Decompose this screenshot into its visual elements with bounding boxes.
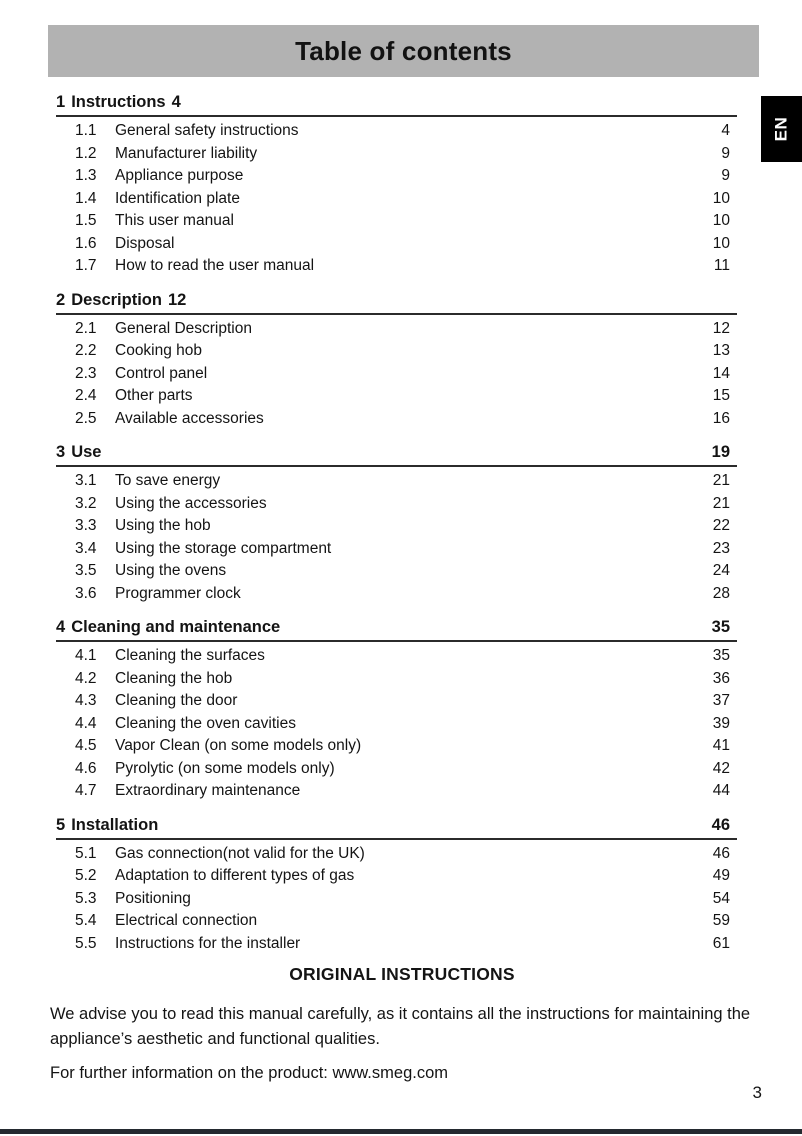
item-number: 5.1 — [75, 844, 97, 862]
toc-item[interactable] — [56, 120, 737, 143]
item-number: 3.4 — [75, 539, 97, 557]
item-number: 4.3 — [75, 692, 97, 709]
item-number: 4.5 — [75, 737, 97, 754]
section-items — [56, 840, 737, 956]
item-page-number: 54 — [712, 889, 730, 907]
section-title: Installation — [71, 815, 159, 834]
section-title: Cleaning and maintenance — [71, 618, 281, 636]
more-info-line: For further information on the product: www.smeg.com — [50, 1064, 448, 1082]
section-number: 2 — [56, 290, 66, 309]
item-page-number: 24 — [712, 562, 730, 579]
item-number: 1.2 — [75, 144, 97, 162]
item-number: 2.4 — [75, 387, 97, 404]
bottom-bar — [0, 1129, 802, 1134]
item-title: Cleaning the door — [115, 692, 238, 709]
toc-item[interactable] — [56, 408, 737, 431]
item-title: Cleaning the surfaces — [115, 647, 265, 664]
original-instructions-heading: ORIGINAL INSTRUCTIONS — [289, 964, 515, 984]
item-number: 1.1 — [75, 122, 97, 139]
item-title: Available accessories — [115, 409, 264, 427]
item-page-number: 9 — [721, 167, 730, 184]
item-number: 2.1 — [75, 319, 97, 337]
item-number: 3.1 — [75, 472, 97, 489]
item-title: Cooking hob — [115, 342, 203, 359]
section-number: 5 — [56, 815, 66, 834]
item-page-number: 46 — [712, 844, 730, 862]
item-page-number: 10 — [712, 234, 730, 252]
item-page-number: 16 — [712, 409, 730, 427]
section-heading[interactable] — [56, 92, 737, 117]
item-title: Positioning — [115, 889, 191, 907]
section-page-number: 35 — [711, 618, 730, 636]
item-number: 5.4 — [75, 912, 97, 929]
section-items — [56, 315, 737, 431]
item-title: Using the accessories — [115, 494, 267, 512]
toc-item[interactable] — [56, 493, 737, 516]
item-page-number: 23 — [712, 539, 730, 557]
item-number: 3.6 — [75, 584, 97, 602]
item-page-number: 12 — [712, 319, 730, 337]
item-number: 2.2 — [75, 342, 97, 359]
toc-item[interactable] — [56, 210, 737, 233]
item-title: Pyrolytic (on some models only) — [115, 759, 335, 777]
toc-item[interactable] — [56, 188, 737, 211]
item-title: This user manual — [115, 212, 234, 229]
item-number: 5.3 — [75, 889, 97, 907]
section-page-number: 46 — [711, 815, 730, 834]
item-number: 3.5 — [75, 562, 97, 579]
item-title: How to read the user manual — [115, 257, 315, 274]
item-title: Manufacturer liability — [115, 144, 258, 162]
toc-item[interactable] — [56, 690, 737, 713]
toc-item[interactable] — [56, 668, 737, 691]
item-number: 4.7 — [75, 782, 97, 799]
item-page-number: 49 — [712, 867, 730, 884]
item-page-number: 28 — [712, 584, 730, 602]
item-page-number: 22 — [712, 517, 730, 534]
item-number: 4.2 — [75, 669, 97, 687]
item-page-number: 10 — [712, 212, 730, 229]
language-tab — [761, 96, 802, 162]
section-items — [56, 642, 737, 803]
item-title: Identification plate — [115, 189, 240, 207]
toc-item[interactable] — [56, 143, 737, 166]
item-page-number: 42 — [712, 759, 730, 777]
toc-item[interactable] — [56, 165, 737, 188]
item-number: 1.5 — [75, 212, 97, 229]
table-of-contents-header — [48, 25, 759, 77]
item-page-number: 11 — [713, 257, 730, 274]
toc-item[interactable] — [56, 560, 737, 583]
toc-item[interactable] — [56, 843, 737, 866]
toc-item[interactable] — [56, 515, 737, 538]
advice-paragraph: We advise you to read this manual carefully, as it contains all the instructions for maintaining the appliance’s aesthetic and functional qualities. — [50, 1005, 751, 1048]
toc-list — [56, 92, 737, 955]
page-title: Table of contents — [295, 35, 512, 66]
item-page-number: 37 — [712, 692, 730, 709]
item-page-number: 10 — [712, 189, 730, 207]
item-page-number: 13 — [712, 342, 730, 359]
toc-item[interactable] — [56, 645, 737, 668]
item-title: Cleaning the oven cavities — [115, 714, 296, 732]
toc-item[interactable] — [56, 385, 737, 408]
toc-section — [56, 442, 737, 605]
item-title: Cleaning the hob — [115, 669, 233, 687]
toc-item[interactable] — [56, 888, 737, 911]
item-number: 3.3 — [75, 517, 97, 534]
item-number: 1.6 — [75, 234, 97, 252]
item-title: Control panel — [115, 364, 208, 382]
item-title: Extraordinary maintenance — [115, 782, 301, 799]
item-title: Adaptation to different types of gas — [115, 867, 355, 884]
toc-item[interactable] — [56, 233, 737, 256]
toc-section — [56, 815, 737, 956]
section-items — [56, 117, 737, 278]
item-number: 4.1 — [75, 647, 97, 664]
footer-block — [50, 964, 754, 1086]
toc-item[interactable] — [56, 255, 737, 278]
item-page-number: 21 — [712, 472, 730, 489]
toc-item[interactable] — [56, 363, 737, 386]
item-title: General safety instructions — [115, 122, 299, 139]
section-title: Instructions — [71, 93, 166, 111]
toc-item[interactable] — [56, 910, 737, 933]
item-number: 1.7 — [75, 257, 97, 274]
toc-item[interactable] — [56, 933, 737, 956]
toc-item[interactable] — [56, 340, 737, 363]
section-title: Use — [71, 443, 102, 461]
item-title: Vapor Clean (on some models only) — [115, 737, 362, 754]
toc-section — [56, 92, 737, 278]
section-items — [56, 467, 737, 605]
toc-item[interactable] — [56, 780, 737, 803]
item-title: Disposal — [115, 234, 175, 252]
section-page-number: 19 — [711, 443, 730, 461]
section-number: 4 — [56, 618, 66, 636]
toc-item[interactable] — [56, 865, 737, 888]
item-page-number: 39 — [712, 714, 730, 732]
item-number: 5.2 — [75, 867, 97, 884]
toc-section — [56, 290, 737, 431]
page-number: 3 — [752, 1083, 762, 1102]
item-page-number: 59 — [712, 912, 730, 929]
language-tab-label: EN — [771, 116, 791, 142]
item-number: 3.2 — [75, 494, 97, 512]
section-heading[interactable] — [56, 617, 737, 642]
section-page-number: 12 — [167, 290, 187, 309]
item-title: Using the storage compartment — [115, 539, 332, 557]
item-page-number: 36 — [712, 669, 730, 687]
item-number: 4.4 — [75, 714, 97, 732]
item-title: Using the ovens — [115, 562, 227, 579]
toc-item[interactable] — [56, 735, 737, 758]
item-title: Instructions for the installer — [115, 934, 301, 952]
section-number: 1 — [56, 93, 66, 111]
item-title: Other parts — [115, 387, 193, 404]
item-page-number: 21 — [712, 494, 730, 512]
section-heading[interactable] — [56, 815, 737, 840]
item-title: Gas connection(not valid for the UK) — [115, 844, 365, 862]
toc-item[interactable] — [56, 713, 737, 736]
item-page-number: 4 — [721, 122, 730, 139]
toc-item[interactable] — [56, 470, 737, 493]
item-title: Electrical connection — [115, 912, 258, 929]
section-page-number: 4 — [171, 93, 181, 111]
item-number: 5.5 — [75, 934, 97, 952]
toc-item[interactable] — [56, 318, 737, 341]
section-heading[interactable] — [56, 442, 737, 467]
section-number: 3 — [56, 443, 66, 461]
item-page-number: 41 — [712, 737, 730, 754]
item-number: 2.5 — [75, 409, 97, 427]
item-number: 1.4 — [75, 189, 97, 207]
section-heading[interactable] — [56, 290, 737, 315]
item-number: 4.6 — [75, 759, 97, 777]
item-page-number: 15 — [712, 387, 730, 404]
item-page-number: 44 — [712, 782, 730, 799]
item-title: General Description — [115, 319, 252, 337]
toc-item[interactable] — [56, 758, 737, 781]
item-page-number: 14 — [712, 364, 730, 382]
item-page-number: 9 — [721, 144, 730, 162]
toc-item[interactable] — [56, 538, 737, 561]
item-number: 2.3 — [75, 364, 97, 382]
item-title: Using the hob — [115, 517, 211, 534]
item-page-number: 61 — [712, 934, 730, 952]
item-page-number: 35 — [712, 647, 730, 664]
item-number: 1.3 — [75, 167, 97, 184]
item-title: Programmer clock — [115, 584, 241, 602]
item-title: To save energy — [115, 472, 221, 489]
item-title: Appliance purpose — [115, 167, 244, 184]
toc-section — [56, 617, 737, 803]
toc-item[interactable] — [56, 583, 737, 606]
section-title: Description — [71, 290, 162, 309]
